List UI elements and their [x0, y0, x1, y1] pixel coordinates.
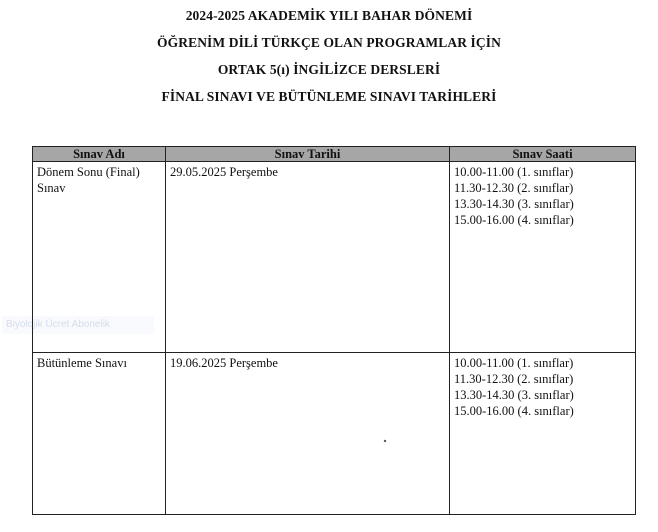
time-slot: 15.00-16.00 (4. sınıflar)	[454, 404, 574, 418]
time-slot: 11.30-12.30 (2. sınıflar)	[454, 181, 574, 195]
header-title-year: 2024-2025 AKADEMİK YILI BAHAR DÖNEMİ	[185, 8, 473, 23]
time-slot: 10.00-11.00 (1. sınıflar)	[454, 165, 574, 179]
column-header-exam-date: Sınav Tarihi	[166, 147, 450, 162]
cell-exam-name: Dönem Sonu (Final) Sınav	[33, 162, 166, 353]
cell-exam-date: 19.06.2025 Perşembe	[166, 353, 450, 515]
column-header-exam-name: Sınav Adı	[33, 147, 166, 162]
time-slot: 13.30-14.30 (3. sınıflar)	[454, 388, 574, 402]
header-title-exams: FİNAL SINAVI VE BÜTÜNLEME SINAVI TARİHLERİ	[161, 89, 497, 104]
time-slot: 13.30-14.30 (3. sınıflar)	[454, 197, 574, 211]
exam-schedule-table	[32, 146, 636, 515]
cell-exam-name: Bütünleme Sınavı	[33, 353, 166, 515]
column-header-exam-time: Sınav Saati	[450, 147, 636, 162]
header-title-programs: ÖĞRENİM DİLİ TÜRKÇE OLAN PROGRAMLAR İÇİN	[157, 35, 501, 50]
time-slot: 11.30-12.30 (2. sınıflar)	[454, 372, 574, 386]
time-slot: 10.00-11.00 (1. sınıflar)	[454, 356, 574, 370]
table-row-final-exam	[33, 162, 636, 353]
time-slot: 15.00-16.00 (4. sınıflar)	[454, 213, 574, 227]
document-header	[0, 6, 658, 114]
faded-watermark-stamp: Biyolojik Ücret Abonelik	[2, 316, 154, 334]
table-header-row	[33, 147, 636, 162]
table-row-makeup-exam	[33, 353, 636, 515]
cell-exam-times	[450, 162, 636, 353]
header-title-courses: ORTAK 5(ı) İNGİLİZCE DERSLERİ	[217, 62, 441, 77]
cell-exam-times	[450, 353, 636, 515]
cell-exam-date: 29.05.2025 Perşembe	[166, 162, 450, 353]
